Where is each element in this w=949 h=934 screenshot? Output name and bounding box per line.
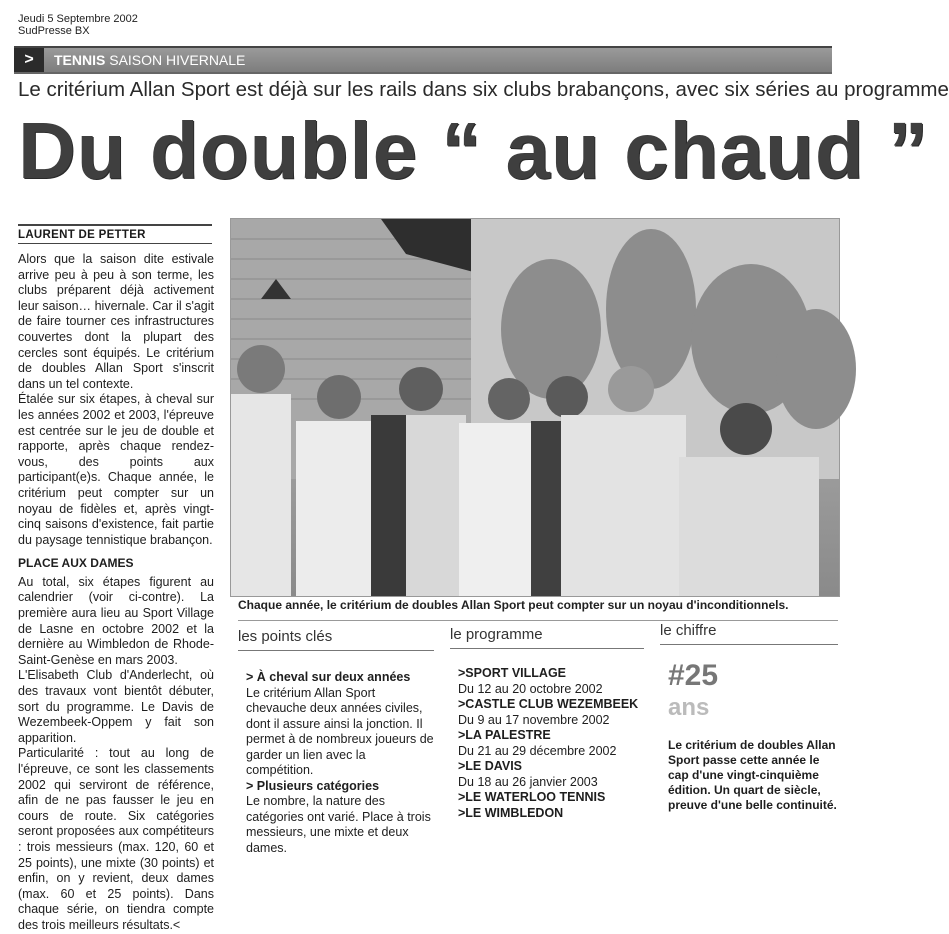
chevron-right-icon: > [14,48,44,72]
divider [238,620,838,621]
points-cles-heading: les points clés [238,628,333,645]
issue-date: Jeudi 5 Septembre 2002 [18,13,138,25]
subsection-name: SAISON HIVERNALE [109,52,246,68]
programme-club: >LE DAVIS [458,759,523,773]
article-paragraph: Au total, six étapes figurent au calendrier (voir ci-contre). La première aura lieu au Sport Village de Lasne en octobre 2002 et la dernière au Wimbledon de Rhode-Saint-Genèse en mars 2003. [18,574,214,667]
points-cles-item-title: > À cheval sur deux années [246,670,411,684]
article-paragraph: L'Elisabeth Club d'Anderlecht, où des travaux vont bientôt débuter, sort du programme. Le Davis de Wezembeek-Oppem y fait son apparition. [18,668,214,745]
article-paragraph: Étalée sur six étapes, à cheval sur les années 2002 et 2003, l'épreuve est centrée sur le jeu de double et rapporte, après chaque rendez-vous, des points aux participant(e)s. Chaque année, le critérium peut compter sur un noyau de fidèles et, après vingt-cinq saisons d'existence, fait partie du paysage tennistique brabançon. [18,392,214,547]
chiffre-heading: le chiffre [660,622,717,639]
divider [18,243,212,244]
chiffre-unit: ans [668,694,710,721]
divider [238,650,434,651]
divider [18,224,212,226]
programme-entry [458,806,648,822]
programme-entry [458,728,648,759]
section-label [54,48,245,72]
programme-entry [458,697,648,728]
publication-name: SudPresse BX [18,25,90,37]
article-subheading: PLACE AUX DAMES [18,556,134,571]
section-name: TENNIS [54,52,106,68]
programme-club: >LA PALESTRE [458,728,551,742]
programme-dates: Du 21 au 29 décembre 2002 [458,743,617,758]
deck-subtitle: Le critérium Allan Sport est déjà sur les rails dans six clubs brabançons, avec six séries au programme [18,78,949,101]
points-cles-item-text: Le nombre, la nature des catégories ont varié. Place à trois messieurs, une mixte et deux dames. [246,794,431,855]
article-paragraph: Particularité : tout au long de l'épreuve, ce sont les classements 2002 qui serviront de référence, afin de ne pas fausser le jeu en cours de route. Six catégories seront proposées aux compétiteurs : trois messieurs (max. 120, 60 et 25 points), une mixte (30 points) et enfin, on y revient, deux dames (max. 60 et 25 points). Dans chaque série, on tiendra compte des trois meilleurs résultats.< [18,746,214,932]
chiffre-text: Le critérium de doubles Allan Sport passe cette année le cap d'une vingt-cinquième édition. Un quart de siècle, preuve d'une belle continuité. [668,738,837,812]
divider [450,648,644,649]
article-paragraph: Alors que la saison dite estivale arrive peu à peu à son terme, les clubs préparent déjà activement leur saison… hivernale. Car il s'agit de faire tourner ces infrastructures couvertes dont la plupart des cercles sont équipés. Le critérium de doubles Allan Sport s'inscrit dans un tel contexte. [18,252,214,391]
headline: Du double “ au chaud ” [18,106,929,195]
photo-caption: Chaque année, le critérium de doubles Allan Sport peut compter sur un noyau d'inconditionnels. [238,598,789,612]
chiffre-number: #25 [668,659,719,692]
team-photo-illustration [231,219,839,596]
programme-dates: Du 9 au 17 novembre 2002 [458,712,610,727]
section-bar [14,46,832,74]
programme-dates: Du 12 au 20 octobre 2002 [458,681,603,696]
points-cles-box [246,670,436,856]
byline: LAURENT DE PETTER [18,229,146,241]
programme-dates: Du 18 au 26 janvier 2003 [458,774,598,789]
team-photo [230,218,840,597]
programme-club: >LE WIMBLEDON [458,805,564,820]
programme-heading: le programme [450,626,543,643]
article-body [18,252,214,934]
points-cles-item-text: Le critérium Allan Sport chevauche deux années civiles, dont il assure ainsi la jonction. Il permet à de nombreux joueurs de garder un lien avec la compétition. [246,685,434,777]
programme-entry [458,759,648,790]
points-cles-item-title: > Plusieurs catégories [246,778,380,793]
programme-list [458,666,648,821]
programme-club: >CASTLE CLUB WEZEMBEEK [458,697,639,711]
programme-entry [458,790,648,806]
programme-club: >SPORT VILLAGE [458,666,567,680]
divider [660,644,838,645]
programme-entry [458,666,648,697]
programme-club: >LE WATERLOO TENNIS [458,790,606,804]
